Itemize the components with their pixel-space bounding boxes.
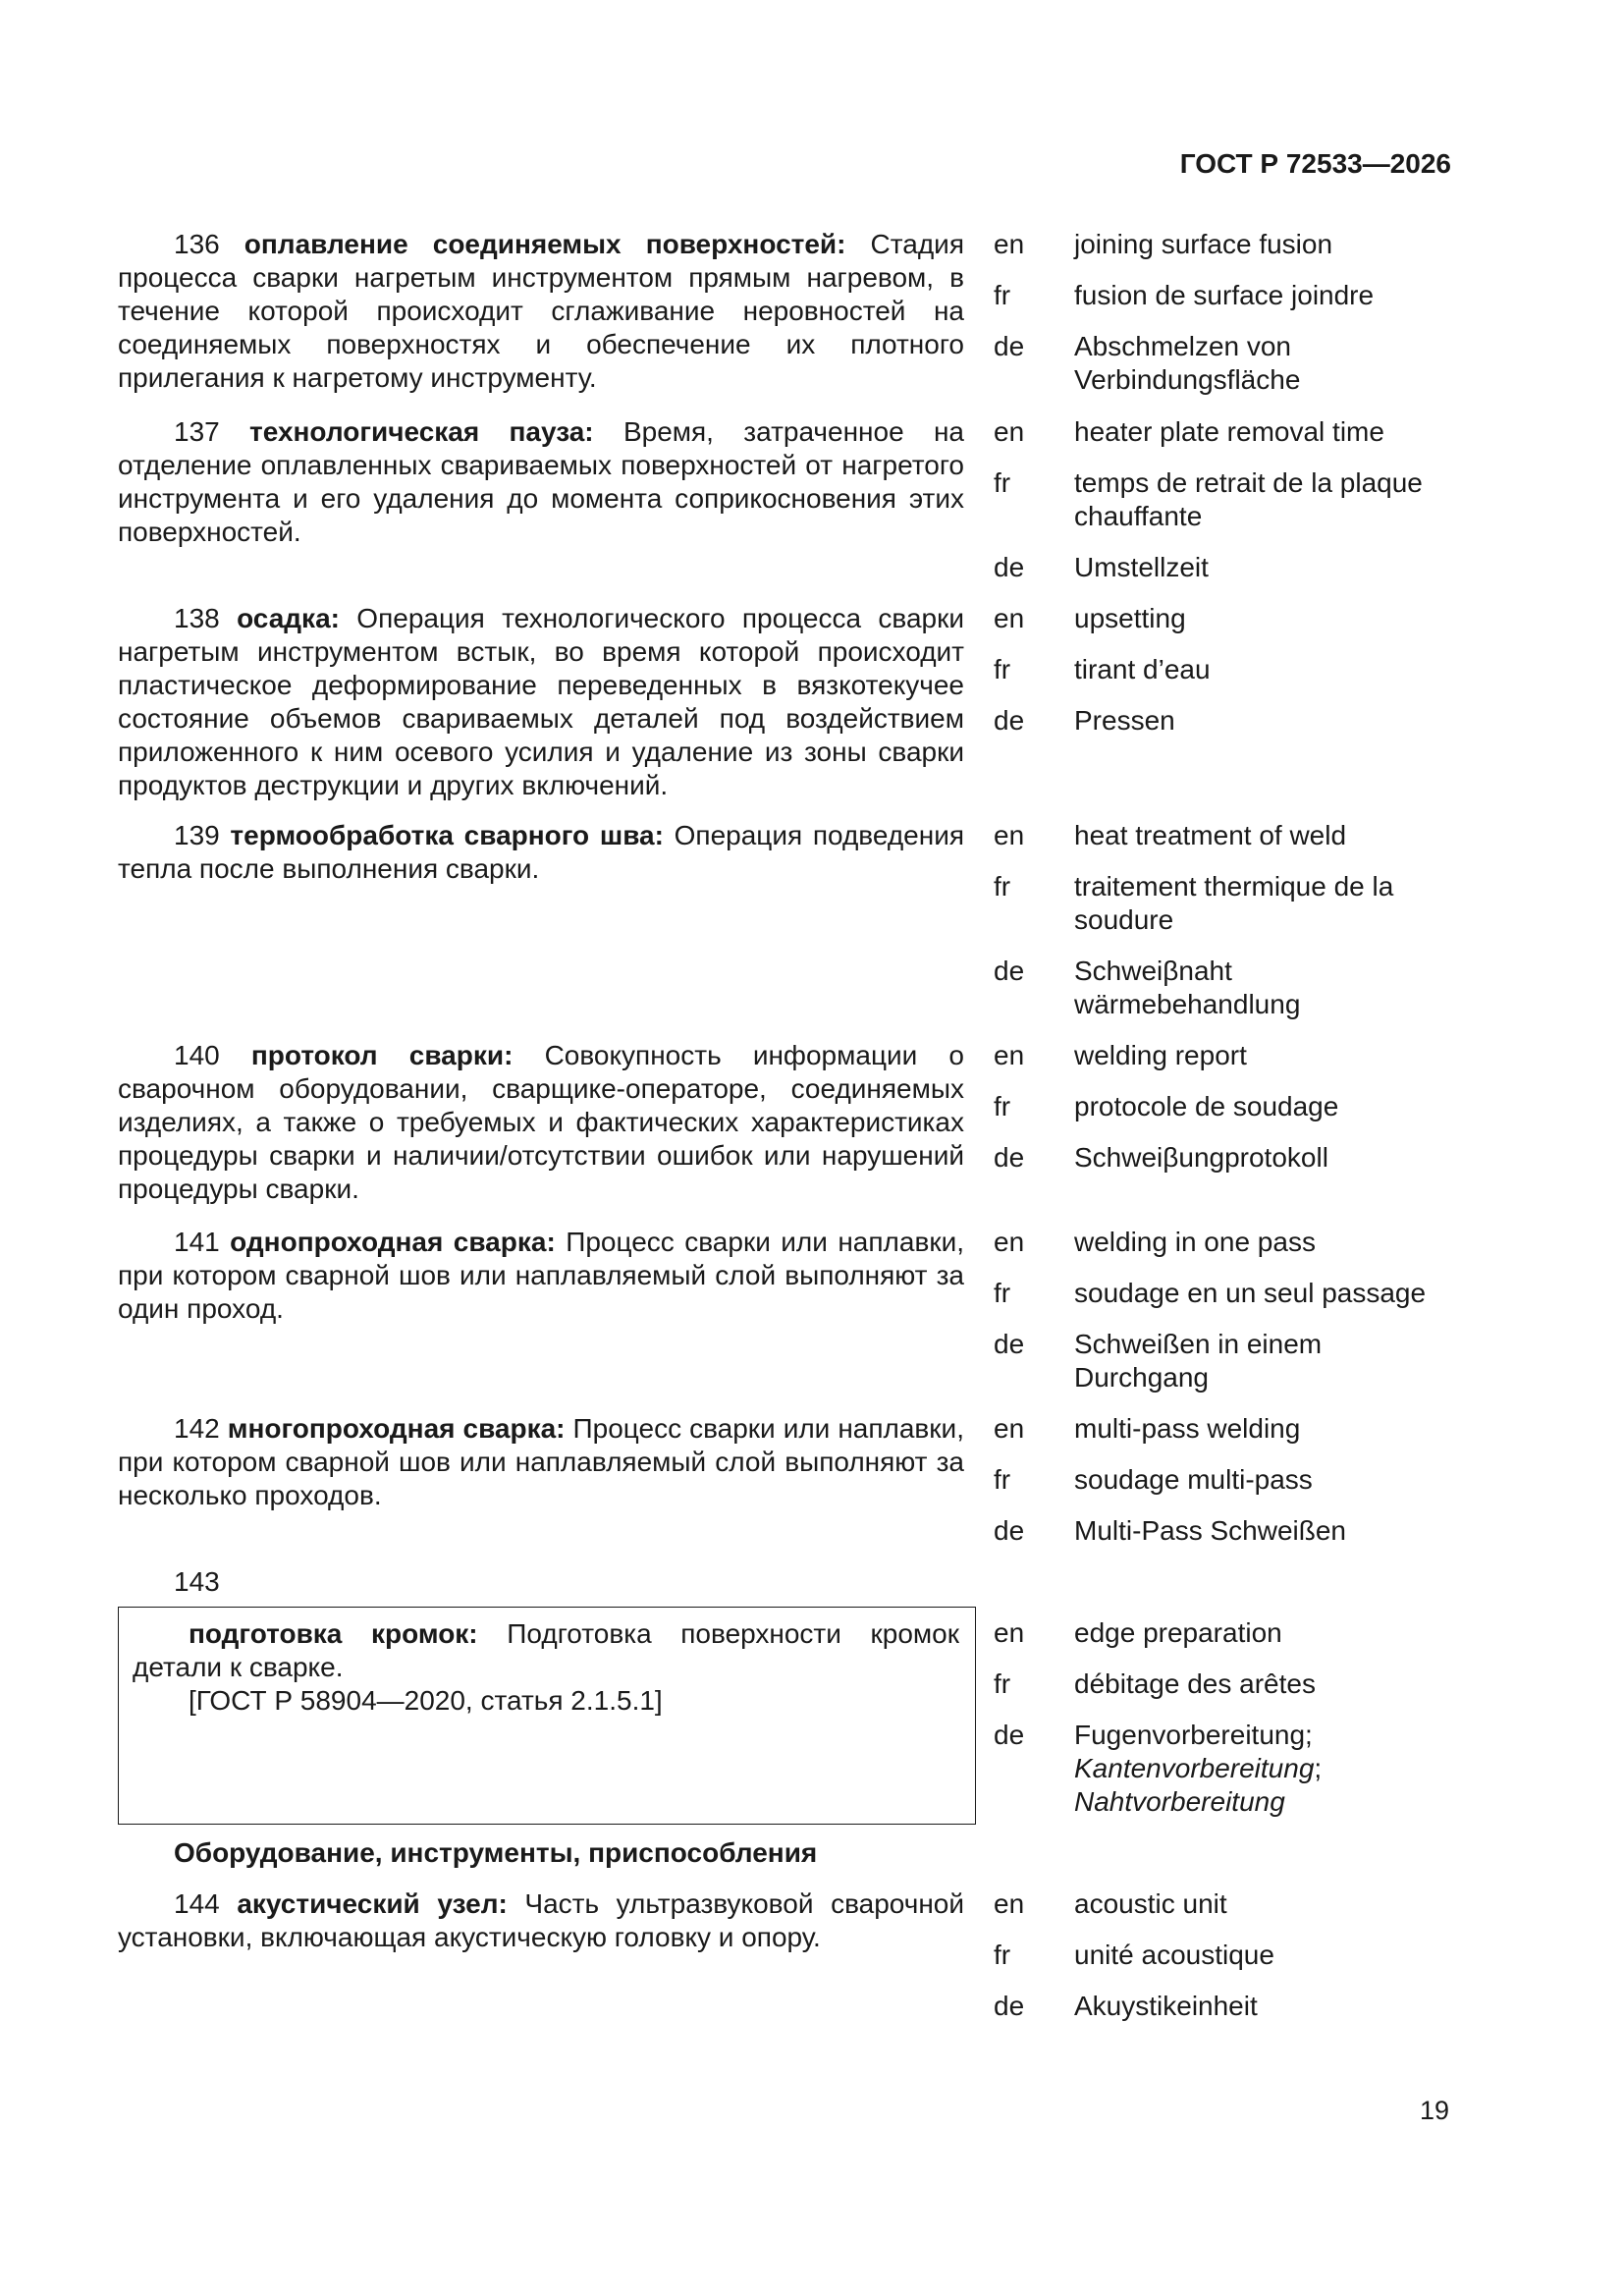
- lang-term: Umstellzeit: [1074, 552, 1209, 582]
- definition-text: Время, затраченное на отделение оплавленных свариваемых поверхностей от нагретого инструмента и его удаления до момента соприкосновения этих поверхностей.: [118, 416, 964, 547]
- document-id: ГОСТ Р 72533—2026: [1179, 148, 1451, 179]
- lang-code: de: [994, 1329, 1025, 1359]
- term-number: 141: [174, 1227, 220, 1257]
- term-name: однопроходная сварка:: [230, 1227, 556, 1257]
- lang-code: de: [994, 1720, 1025, 1750]
- definition-text: Операция технологического процесса сварки нагретым инструментом встык, во время которой происходит пластическое деформирование переведенных в вязкотекучее состояние объемов свариваемых деталей под воздействием приложенного к ним осевого усилия и удаление из зоны сварки продуктов деструкции и других включений.: [118, 603, 964, 800]
- lang-code: de: [994, 1991, 1025, 2021]
- definition-text: Часть ультразвуковой сварочной установки, включающая акустическую головку и опору.: [118, 1888, 964, 1952]
- lang-code: de: [994, 1142, 1025, 1173]
- lang-code: de: [994, 956, 1025, 986]
- page-number: 19: [1419, 2096, 1449, 2125]
- lang-term: soudage multi-pass: [1074, 1464, 1313, 1495]
- lang-code: en: [994, 1040, 1025, 1070]
- term-definition: [118, 415, 964, 549]
- lang-code: en: [994, 416, 1025, 447]
- lang-code: de: [994, 1515, 1025, 1546]
- term-number: 138: [174, 603, 220, 633]
- term-number: 144: [174, 1888, 220, 1919]
- lang-term: Multi-Pass Schweißen: [1074, 1515, 1346, 1546]
- term-name: акустический узел:: [237, 1888, 508, 1919]
- term-definition: [118, 228, 964, 395]
- lang-code: en: [994, 603, 1025, 633]
- lang-term-alt: Nahtvorbereitung: [1074, 1786, 1285, 1817]
- lang-term: Abschmelzen von Verbindungsfläche: [1074, 331, 1301, 395]
- term-definition: [133, 1617, 959, 1684]
- lang-code: en: [994, 1413, 1025, 1444]
- section-heading: Оборудование, инструменты, приспособления: [174, 1837, 818, 1868]
- term-number: 139: [174, 820, 220, 850]
- term-name: оплавление соединяемых поверхностей:: [243, 229, 846, 259]
- lang-code: fr: [994, 467, 1011, 498]
- term-name: осадка:: [237, 603, 340, 633]
- term-name: термообработка сварного шва:: [230, 820, 664, 850]
- term-name: подготовка кромок:: [189, 1618, 478, 1649]
- term-definition: [118, 1412, 964, 1512]
- lang-term: débitage des arêtes: [1074, 1668, 1316, 1699]
- lang-term: temps de retrait de la plaque chauffante: [1074, 467, 1423, 531]
- lang-term: traitement thermique de la soudure: [1074, 871, 1394, 935]
- definition-text: Стадия процесса сварки нагретым инструментом прямым нагревом, в течение которой происходит сглаживание неровностей на соединяемых поверхностях и обеспечение их плотного прилегания к нагретому инструменту.: [118, 229, 964, 393]
- definition-text: Процесс сварки или наплавки, при котором сварной шов или наплавляемый слой выполняют за один проход.: [118, 1227, 964, 1324]
- lang-code: en: [994, 820, 1025, 850]
- lang-term: tirant d’eau: [1074, 654, 1211, 684]
- lang-term: Schweißen in einem Durchgang: [1074, 1329, 1323, 1393]
- term-definition: [118, 602, 964, 802]
- lang-term: Schweiβungprotokoll: [1074, 1142, 1328, 1173]
- lang-term: protocole de soudage: [1074, 1091, 1339, 1121]
- definition-text: Операция подведения тепла после выполнения сварки.: [118, 820, 964, 884]
- lang-code: en: [994, 1888, 1025, 1919]
- term-number-143: 143: [174, 1566, 220, 1597]
- lang-code: fr: [994, 1091, 1011, 1121]
- definition-text: Процесс сварки или наплавки, при котором сварной шов или наплавляемый слой выполняют за несколько проходов.: [118, 1413, 964, 1510]
- lang-code: en: [994, 1227, 1025, 1257]
- definition-text: Совокупность информации о сварочном оборудовании, сварщике-операторе, соединяемых изделиях, а также о требуемых и фактических характеристиках процедуры сварки и наличии/отсутствии ошибок или нарушений процедуры сварки.: [118, 1040, 964, 1204]
- lang-term: fusion de surface joindre: [1074, 280, 1375, 310]
- term-name: протокол сварки:: [250, 1040, 514, 1070]
- term-number: 136: [174, 229, 220, 259]
- lang-code: de: [994, 331, 1025, 361]
- lang-term: multi-pass welding: [1074, 1413, 1301, 1444]
- term-name: многопроходная сварка:: [227, 1413, 566, 1444]
- lang-term: Akuystikeinheit: [1074, 1991, 1258, 2021]
- lang-term: soudage en un seul passage: [1074, 1278, 1427, 1308]
- lang-term: joining surface fusion: [1074, 229, 1333, 259]
- lang-code: de: [994, 552, 1025, 582]
- term-definition: [118, 819, 964, 886]
- lang-term: unité acoustique: [1074, 1940, 1274, 1970]
- lang-code: fr: [994, 654, 1011, 684]
- definition-text: Подготовка поверхности кромок детали к сварке.: [133, 1618, 959, 1682]
- lang-code: fr: [994, 1940, 1011, 1970]
- term-number: 140: [174, 1040, 220, 1070]
- boxed-term-entry-143: [118, 1607, 976, 1825]
- lang-term-main: Fugenvorbereitung;: [1074, 1720, 1313, 1750]
- lang-term: welding in one pass: [1074, 1227, 1316, 1257]
- lang-code: fr: [994, 871, 1011, 902]
- term-name: технологическая пауза:: [249, 416, 594, 447]
- lang-term-alt: Kantenvorbereitung: [1074, 1753, 1315, 1783]
- term-definition: [118, 1887, 964, 1954]
- lang-code: fr: [994, 280, 1011, 310]
- lang-term: welding report: [1074, 1040, 1247, 1070]
- lang-term: [1074, 1719, 1447, 1819]
- lang-term-separator: ;: [1314, 1753, 1323, 1783]
- lang-code: fr: [994, 1464, 1011, 1495]
- term-definition: [118, 1039, 964, 1206]
- lang-code: fr: [994, 1668, 1011, 1699]
- lang-term: upsetting: [1074, 603, 1186, 633]
- lang-term: heater plate removal time: [1074, 416, 1384, 447]
- source-reference: [ГОСТ Р 58904—2020, статья 2.1.5.1]: [189, 1685, 663, 1716]
- lang-term: Pressen: [1074, 705, 1175, 736]
- lang-term: acoustic unit: [1074, 1888, 1227, 1919]
- lang-term: heat treatment of weld: [1074, 820, 1347, 850]
- term-definition: [118, 1226, 964, 1326]
- term-number: 137: [174, 416, 220, 447]
- term-number: 142: [174, 1413, 220, 1444]
- lang-term: Schweiβnaht wärmebehandlung: [1074, 956, 1301, 1019]
- lang-code: fr: [994, 1278, 1011, 1308]
- lang-code: en: [994, 229, 1025, 259]
- lang-code: de: [994, 705, 1025, 736]
- lang-term: edge preparation: [1074, 1617, 1282, 1648]
- lang-code: en: [994, 1617, 1025, 1648]
